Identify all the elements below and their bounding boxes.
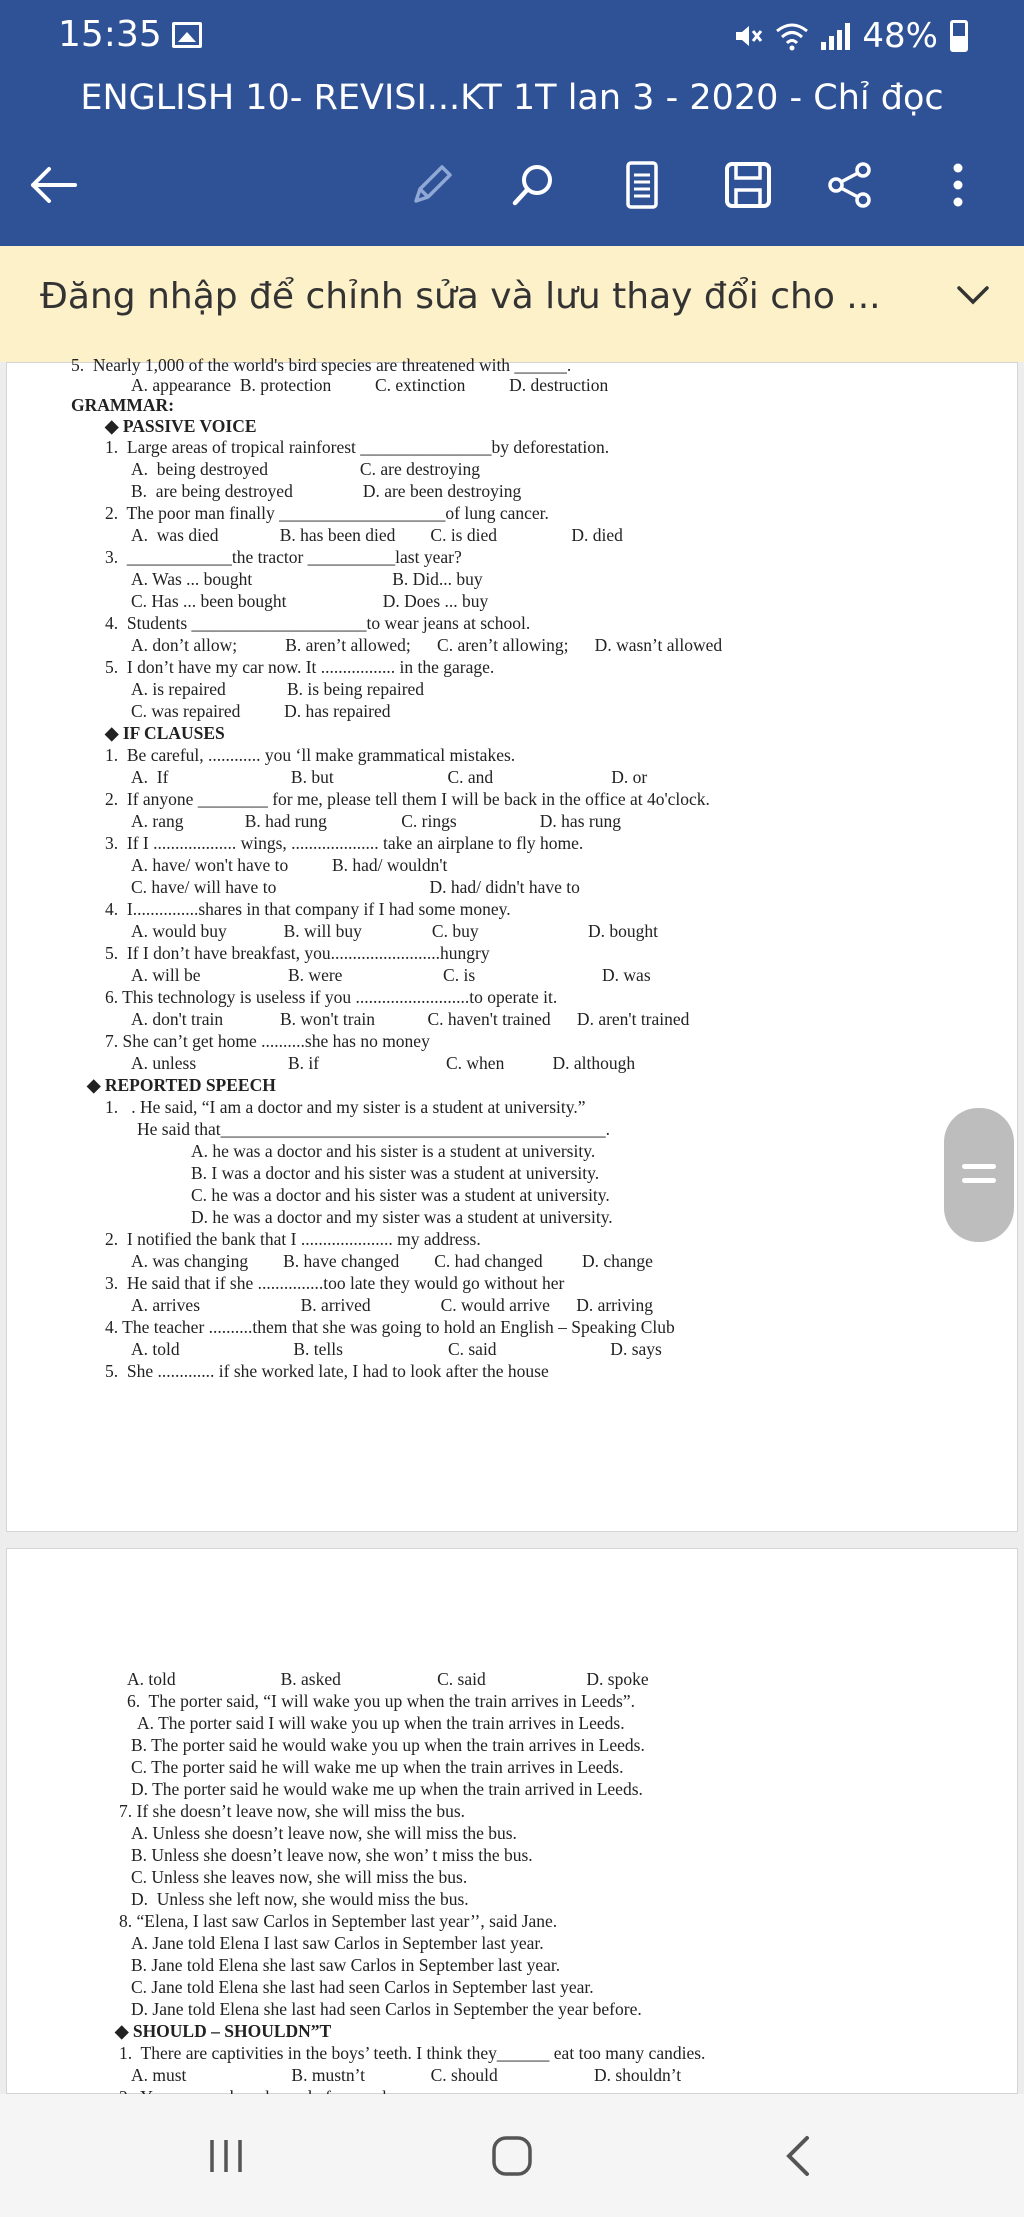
- wifi-icon: [775, 21, 809, 51]
- doc-line: C. The porter said he will wake me up when the train arrives in Leeds.: [131, 1757, 624, 1777]
- doc-line: C. he was a doctor and his sister was a student at university.: [191, 1185, 610, 1205]
- doc-line: A. was died B. has been died C. is died D. died: [131, 525, 623, 545]
- document-page-1: [6, 355, 1018, 1532]
- doc-line: C. Has ... been bought D. Does ... buy: [131, 591, 489, 611]
- doc-line: 8. “Elena, I last saw Carlos in September last year’’, said Jane.: [119, 1911, 558, 1931]
- doc-line: 2. I notified the bank that I ..................... my address.: [105, 1229, 481, 1249]
- save-icon[interactable]: [716, 150, 780, 220]
- mute-icon: [733, 21, 763, 51]
- doc-line: A. he was a doctor and his sister is a student at university.: [191, 1141, 596, 1161]
- doc-line: 4. I...............shares in that company if I had some money.: [105, 899, 511, 919]
- doc-line: 4. The teacher ..........them that she was going to hold an English – Speaking Club: [105, 1317, 675, 1337]
- doc-line: A. unless B. if C. when D. although: [131, 1053, 636, 1073]
- doc-line: A. arrives B. arrived C. would arrive D. arriving: [131, 1295, 653, 1315]
- banner-text: Đăng nhập để chỉnh sửa và lưu thay đổi cho ...: [40, 276, 881, 317]
- doc-line: 1. Be careful, ............ you ‘ll make grammatical mistakes.: [105, 745, 516, 765]
- status-bar: [0, 0, 1024, 74]
- section-heading-if-clauses: ◆ IF CLAUSES: [105, 723, 225, 743]
- doc-line: 2. The poor man finally ___________________of lung cancer.: [105, 503, 549, 523]
- doc-line: 1. There are captivities in the boys’ teeth. I think they______ eat too many candies.: [119, 2043, 706, 2063]
- section-heading-passive-voice: ◆ PASSIVE VOICE: [105, 416, 257, 436]
- doc-line: 1. . He said, “I am a doctor and my sister is a student at university.”: [105, 1097, 586, 1117]
- share-icon[interactable]: [818, 150, 882, 220]
- doc-line: A. Jane told Elena I last saw Carlos in September last year.: [131, 1933, 544, 1953]
- doc-line: 3. ____________the tractor __________last year?: [105, 547, 462, 567]
- doc-line: B. Jane told Elena she last saw Carlos in September last year.: [131, 1955, 561, 1975]
- doc-line: A. was changing B. have changed C. had changed D. change: [131, 1251, 653, 1271]
- reading-view-icon[interactable]: [610, 150, 674, 220]
- doc-line: A. will be B. were C. is D. was: [131, 965, 651, 985]
- document-page-2: [6, 1548, 1018, 2094]
- recent-apps-icon[interactable]: [186, 2124, 266, 2188]
- scroll-thumb[interactable]: [944, 1108, 1014, 1242]
- status-time: 15:35: [58, 14, 162, 55]
- document-title: ENGLISH 10- REVISI...KT 1T lan 3 - 2020 - Chỉ đọc: [80, 78, 944, 118]
- chevron-down-icon[interactable]: [956, 284, 990, 306]
- more-icon[interactable]: [926, 150, 990, 220]
- home-icon[interactable]: [472, 2124, 552, 2188]
- doc-line: A. Unless she doesn’t leave now, she will miss the bus.: [131, 1823, 517, 1843]
- back-icon[interactable]: [758, 2124, 838, 2188]
- sign-in-banner[interactable]: [0, 246, 1024, 362]
- doc-line: A. Was ... bought B. Did... buy: [131, 569, 483, 589]
- doc-line: A. The porter said I will wake you up when the train arrives in Leeds.: [137, 1713, 625, 1733]
- doc-line: A. don’t allow; B. aren’t allowed; C. aren’t allowing; D. wasn’t allowed: [131, 635, 723, 655]
- doc-line: 7. She can’t get home ..........she has no money: [105, 1031, 430, 1051]
- doc-line: 2. If anyone ________ for me, please tell them I will be back in the office at 4o'clock.: [105, 789, 710, 809]
- toolbar: [0, 150, 1024, 220]
- pen-icon[interactable]: [400, 150, 464, 220]
- doc-line: 5. She ............. if she worked late, I had to look after the house: [105, 1361, 549, 1381]
- doc-line: 3. He said that if she ...............too late they would go without her: [105, 1273, 565, 1293]
- doc-line: D. Unless she left now, she would miss the bus.: [131, 1889, 469, 1909]
- back-arrow-icon[interactable]: [22, 150, 86, 220]
- doc-line: A. told B. tells C. said D. says: [131, 1339, 662, 1359]
- doc-line: B. Unless she doesn’t leave now, she won’ t miss the bus.: [131, 1845, 533, 1865]
- doc-line: A. appearance B. protection C. extinction D. destruction: [131, 375, 609, 395]
- doc-line: A. being destroyed C. are destroying: [131, 459, 480, 479]
- status-right: [733, 16, 968, 56]
- doc-line: A. would buy B. will buy C. buy D. bought: [131, 921, 658, 941]
- doc-line: B. The porter said he would wake you up when the train arrives in Leeds.: [131, 1735, 645, 1755]
- doc-line: 5. I don’t have my car now. It ................. in the garage.: [105, 657, 495, 677]
- section-heading-reported-speech: ◆ REPORTED SPEECH: [87, 1075, 276, 1095]
- gallery-notification-icon: [172, 22, 202, 48]
- doc-line: 5. Nearly 1,000 of the world's bird species are threatened with ______.: [71, 355, 572, 375]
- search-icon[interactable]: [502, 150, 566, 220]
- system-nav-bar: [0, 2094, 1024, 2217]
- doc-line: A. don't train B. won't train C. haven't trained D. aren't trained: [131, 1009, 690, 1029]
- doc-heading: GRAMMAR:: [71, 395, 175, 415]
- doc-line: 6. The porter said, “I will wake you up when the train arrives in Leeds”.: [127, 1691, 635, 1711]
- doc-line: B. are being destroyed D. are been destroying: [131, 481, 522, 501]
- doc-line: C. Jane told Elena she last had seen Carlos in September last year.: [131, 1977, 594, 1997]
- section-heading-should: ◆ SHOULD – SHOULDN”T: [115, 2021, 332, 2041]
- doc-line: 5. If I don’t have breakfast, you.........................hungry: [105, 943, 490, 963]
- doc-line: A. If B. but C. and D. or: [131, 767, 648, 787]
- doc-line: A. is repaired B. is being repaired: [131, 679, 425, 699]
- app-header: [0, 0, 1024, 246]
- doc-line: B. I was a doctor and his sister was a student at university.: [191, 1163, 600, 1183]
- doc-line: D. The porter said he would wake me up when the train arrived in Leeds.: [131, 1779, 643, 1799]
- doc-line: A. must B. mustn’t C. should D. shouldn’t: [131, 2065, 682, 2085]
- doc-line: A. have/ won't have to B. had/ wouldn't: [131, 855, 448, 875]
- doc-line: A. rang B. had rung C. rings D. has rung: [131, 811, 621, 831]
- signal-icon: [821, 22, 850, 50]
- battery-percent: 48%: [862, 16, 938, 56]
- doc-line: D. Jane told Elena she last had seen Carlos in September the year before.: [131, 1999, 642, 2019]
- doc-line: C. have/ will have to D. had/ didn't have to: [131, 877, 580, 897]
- doc-line: A. told B. asked C. said D. spoke: [127, 1669, 649, 1689]
- doc-line: 1. Large areas of tropical rainforest _______________by deforestation.: [105, 437, 610, 457]
- doc-line: He said that____________________________________________.: [137, 1119, 610, 1139]
- doc-line: C. was repaired D. has repaired: [131, 701, 391, 721]
- doc-line: 4. Students ____________________to wear jeans at school.: [105, 613, 531, 633]
- doc-line: C. Unless she leaves now, she will miss the bus.: [131, 1867, 468, 1887]
- doc-line: 7. If she doesn’t leave now, she will miss the bus.: [119, 1801, 466, 1821]
- battery-icon: [950, 20, 968, 52]
- doc-line: D. he was a doctor and my sister was a student at university.: [191, 1207, 613, 1227]
- doc-line: 6. This technology is useless if you ..........................to operate it.: [105, 987, 558, 1007]
- doc-line: 3. If I ................... wings, .................... take an airplane to fly home.: [105, 833, 584, 853]
